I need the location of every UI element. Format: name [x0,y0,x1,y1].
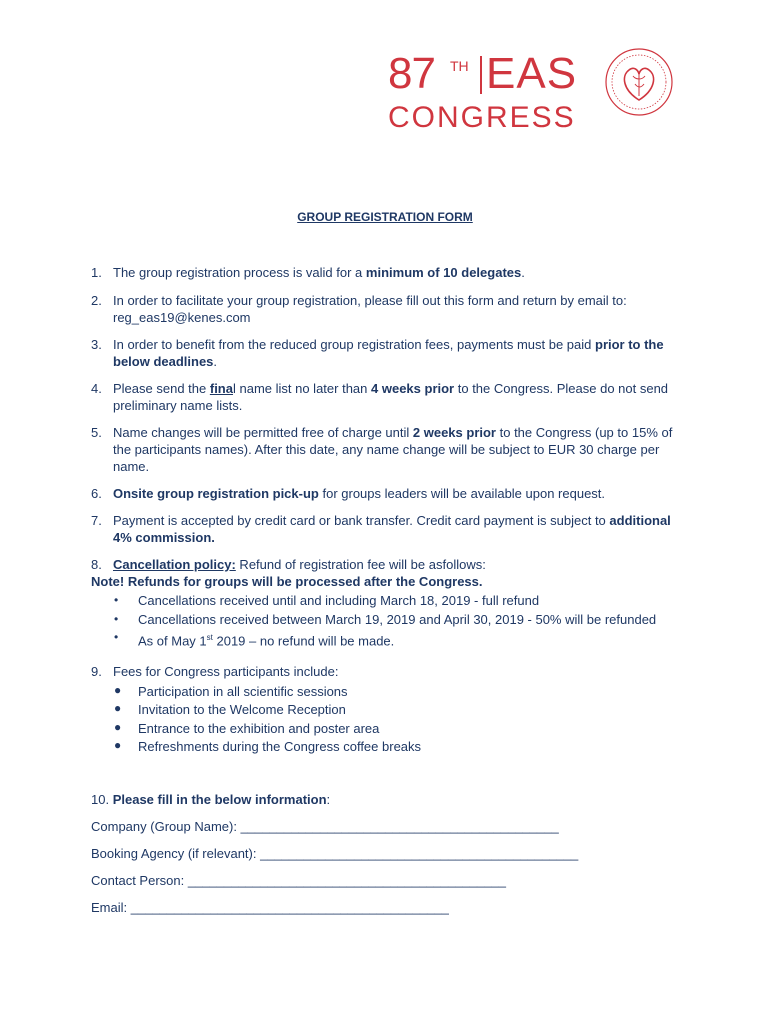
bullet-icon: • [114,612,119,626]
item-bold-text: additional [609,513,671,528]
item-bold-text: 4% commission. [113,530,215,545]
item-text: Payment is accepted by credit card or bank transfer. Credit card payment is subject to [113,513,610,528]
fee-item: Refreshments during the Congress coffee breaks [138,739,422,754]
item-text: Fees for Congress participants include: [113,664,339,679]
item-text: . [521,265,525,280]
email-input-line[interactable]: ____________________________________________ [130,900,449,915]
item-text: for groups leaders will be available upon request. [318,486,606,501]
item-text: In order to facilitate your group registration, please fill out this form and return by email to: [113,293,627,308]
logo-brand: EAS [486,49,578,98]
bullet-icon: ● [114,701,122,715]
company-label: Company (Group Name): [91,819,237,834]
item-bold-text: Please fill in the below information [112,792,327,807]
item-underlined-text: fina [209,381,233,396]
note-text: Note! Refunds for groups will be processed after the Congress. [91,574,483,589]
item-number: 9. [91,664,102,679]
congress-logo [388,44,688,144]
list-item-10 [91,791,691,808]
fee-item: Participation in all scientific sessions [138,684,348,699]
item-number: 10. [91,792,110,807]
logo-number: 87 [388,49,435,98]
item-underlined-text: Cancellation policy: [113,557,236,572]
item-bold-text: 2 weeks prior [412,425,496,440]
bullet-icon: • [114,630,119,644]
refund-note [91,573,691,590]
cancellation-item: Cancellations received between March 19, 2019 and April 30, 2019 - 50% will be refunded [138,612,657,627]
item-number: 6. [91,486,102,501]
item-number: 7. [91,513,102,528]
item-text: In order to benefit from the reduced group registration fees, payments must be paid [113,337,595,352]
form-title: GROUP REGISTRATION FORM [297,210,473,224]
item-text: preliminary name lists. [113,398,243,413]
item-number: 5. [91,425,102,440]
contact-person-field[interactable] [91,873,506,888]
item-number: 3. [91,337,102,352]
item-number: 2. [91,293,102,308]
item-text: The group registration process is valid for a [113,265,366,280]
item-text: Refund of registration fee will be asfollows: [235,557,486,572]
item-text: l name list no later than [232,381,372,396]
logo-subtitle: CONGRESS [388,101,576,134]
bullet-icon: ● [114,738,122,752]
logo-ordinal: TH [450,58,469,74]
item-bold-text: 4 weeks prior [371,381,455,396]
company-input-line[interactable]: ____________________________________________ [240,819,559,834]
item-text: . [213,354,218,369]
item-text: : [326,792,331,807]
fee-item: Entrance to the exhibition and poster area [138,721,380,736]
booking-agency-field[interactable] [91,846,578,861]
item-bold-text: prior to the [595,337,664,352]
booking-agency-label: Booking Agency (if relevant): [91,846,257,861]
contact-person-input-line[interactable]: ____________________________________________ [187,873,506,888]
bullet-icon: • [114,593,119,607]
booking-agency-input-line[interactable]: ____________________________________________ [260,846,579,861]
item-text: Please send the [113,381,210,396]
bullet-icon: ● [114,720,122,734]
email-label: Email: [91,900,128,915]
heart-seal-icon [603,46,675,118]
fee-item: Invitation to the Welcome Reception [138,702,346,717]
item-bold-text: below deadlines [113,354,214,369]
company-field[interactable] [91,819,559,834]
item-text: to the Congress (up to 15% of [496,425,673,440]
email-address: reg_eas19@kenes.com [113,310,251,325]
item-number: 8. [91,557,102,572]
item-text: the participants names). After this date, any name change will be subject to EUR 30 charge per [113,442,660,457]
contact-person-label: Contact Person: [91,873,185,888]
item-number: 1. [91,265,102,280]
email-field[interactable] [91,900,449,915]
item-text: name. [113,459,150,474]
item-number: 4. [91,381,102,396]
cancellation-item: Cancellations received until and including March 18, 2019 - full refund [138,593,540,608]
item-bold-text: Onsite group registration pick-up [113,486,319,501]
cancellation-item: As of May 1st 2019 – no refund will be made. [138,633,395,649]
logo-divider [480,56,482,94]
item-bold-text: minimum of 10 delegates [365,265,522,280]
item-text: to the Congress. Please do not send [454,381,669,396]
item-text: Name changes will be permitted free of charge until [113,425,413,440]
bullet-icon: ● [114,683,122,697]
